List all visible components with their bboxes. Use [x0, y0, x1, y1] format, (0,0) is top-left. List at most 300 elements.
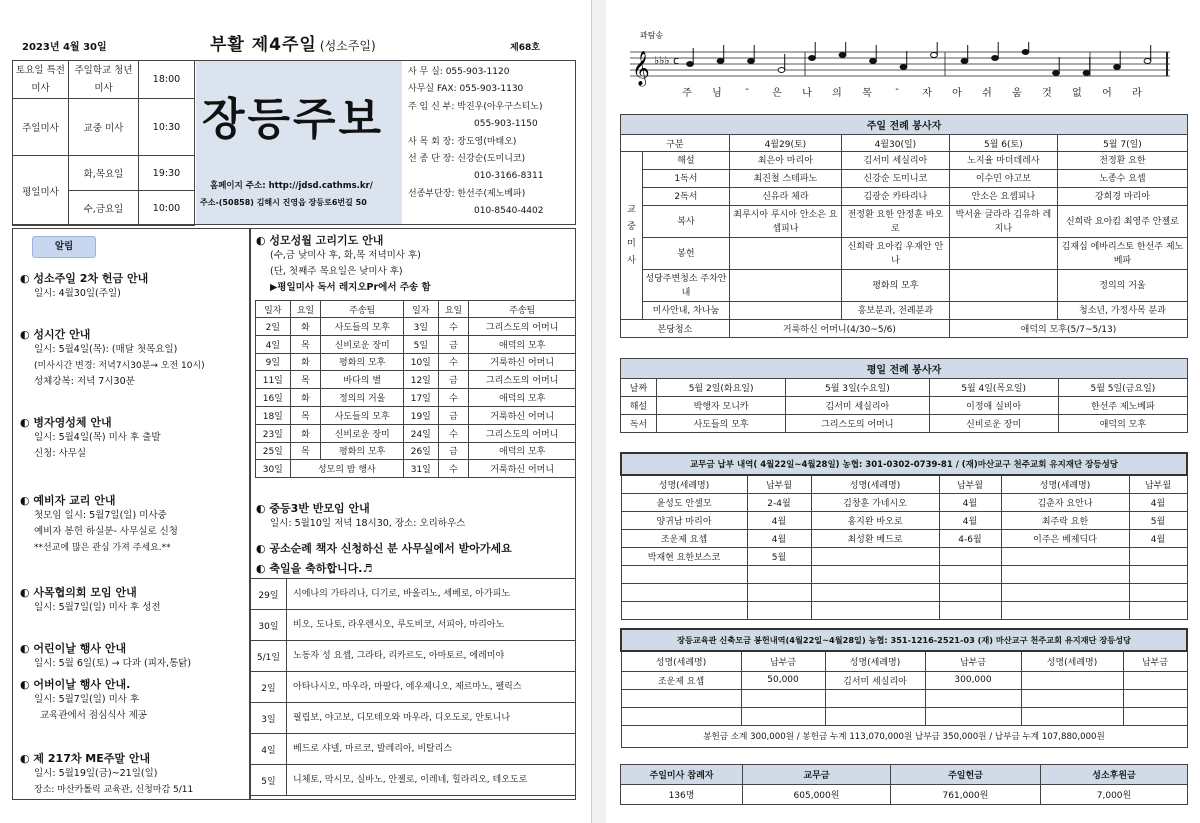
rosary-cell: 거룩하신 어머니	[469, 353, 576, 371]
lyric-syllable: 나	[802, 88, 812, 99]
sunday-cell: 정의의 거울	[1057, 270, 1187, 302]
sunday-cell: 신희락 요아킴 우재안 안나	[841, 238, 949, 270]
sunday-cell: 2독서	[643, 188, 730, 206]
notice-line: 일시: 5월7일(일) 미사 후 성전	[34, 602, 161, 613]
sched-label: 토요일 특전미사	[13, 61, 69, 99]
payment-row	[621, 547, 1187, 565]
weekday-row	[621, 397, 1188, 415]
weekday-cell: 애덕의 모후	[1058, 415, 1187, 433]
notice-block	[20, 326, 248, 390]
sunday-cell: 1독서	[643, 170, 730, 188]
rosary-header: 일자	[404, 301, 439, 318]
totals-header: 주일미사 참례자	[621, 765, 743, 785]
rosary-cell: 신비로운 장미	[321, 424, 404, 442]
rosary-cell: 정의의 거울	[321, 389, 404, 407]
rosary-cell: 5일	[404, 335, 439, 353]
rosary-cell: 31일	[404, 460, 439, 478]
notice-block	[20, 584, 248, 616]
feast-row	[251, 641, 576, 672]
payment-cell	[939, 601, 1001, 619]
lyric-syllable: 님	[712, 88, 722, 99]
sunday-row	[621, 238, 1188, 270]
sched-label: 평일미사	[13, 156, 69, 226]
rosary-cell: 사도들의 모후	[321, 406, 404, 424]
payment-cell	[811, 547, 939, 565]
payment-cell	[1129, 547, 1187, 565]
payment-cell: 조운제 요셉	[621, 529, 747, 547]
rosary-line: (수,금 낮미사 후, 화,목 저녁미사 후)	[270, 250, 421, 261]
totals-header: 교무금	[743, 765, 891, 785]
payment-cell	[1129, 601, 1187, 619]
sunday-cell: 노지율 마더데레사	[949, 152, 1057, 170]
right-page	[606, 0, 1200, 823]
sunday-cell: 신강순 도미니코	[841, 170, 949, 188]
left-page	[0, 0, 592, 823]
sunday-cell: 김재십 에바리스토 한선주 제노베파	[1057, 238, 1187, 270]
payment-cell	[621, 565, 747, 583]
sched-mass: 주일학교 청년미사	[69, 61, 139, 99]
rosary-cell: 25일	[256, 442, 291, 460]
sunday-cell: 평화의 모후	[841, 270, 949, 302]
building-cell: 김서미 세실리아	[825, 671, 925, 689]
rosary-cell: 10일	[404, 353, 439, 371]
contact-line: 주 임 신 부: 박진우(아우구스티노)	[408, 101, 543, 112]
rosary-cell: 목	[290, 335, 321, 353]
totals-value: 136명	[621, 785, 743, 805]
contact-line: 사무실 FAX: 055-903-1130	[408, 84, 524, 95]
building-header: 납부금	[741, 651, 825, 671]
note-head	[748, 59, 755, 64]
payment-cell: 김창훈 가네시오	[811, 493, 939, 511]
class3-line: 일시: 5월10일 저녁 18시30, 장소: 오리하우스	[270, 518, 466, 529]
payment-row	[621, 529, 1187, 547]
rosary-cell: 화	[290, 389, 321, 407]
rosary-header: 일자	[256, 301, 291, 318]
notice-line: 성체강복: 저녁 7시30분	[34, 376, 135, 387]
sunday-cell	[949, 270, 1057, 302]
rosary-cell: 19일	[404, 406, 439, 424]
building-header: 성명(세례명)	[825, 651, 925, 671]
feast-saints: 비오, 도나토, 라우렌시오, 루도비코, 서피아, 마리아노	[287, 610, 576, 641]
rosary-cell: 11일	[256, 371, 291, 389]
notice-line: 일시: 4월30일(주일)	[34, 288, 121, 299]
rosary-header: 요일	[290, 301, 321, 318]
building-summary: 봉헌금 소계 300,000원 / 봉헌금 누계 113,070,000원 납부금 350,000원 / 납부금 누계 107,880,000원	[621, 725, 1187, 747]
rosary-cell: 18일	[256, 406, 291, 424]
building-row	[621, 689, 1187, 707]
sched-mass: 화,목요일	[69, 156, 139, 191]
payment-cell: 4월	[1129, 493, 1187, 511]
building-cell: 300,000	[925, 671, 1021, 689]
notice-title: ◐ 어린이날 행사 안내	[20, 642, 127, 655]
church-address: 주소-(50858) 김해시 진영읍 장등로6번길 50	[200, 198, 367, 207]
treble-clef-icon: 𝄞	[632, 51, 650, 86]
rosary-cell: 금	[438, 406, 469, 424]
payment-cell	[1129, 565, 1187, 583]
rosary-cell: 수	[438, 318, 469, 336]
rosary-cell: 목	[290, 406, 321, 424]
feast-saints: 니체토, 막시모, 실바노, 안젤로, 이레네, 힐라리오, 테오도로	[287, 765, 576, 796]
payment-cell	[939, 583, 1001, 601]
rosary-cell: 화	[290, 318, 321, 336]
weekday-row	[621, 379, 1188, 397]
rosary-row	[256, 335, 576, 353]
payment-row	[621, 583, 1187, 601]
notice-title: ◐ 병자영성체 안내	[20, 416, 112, 429]
payment-cell: 이주은 베제딕다	[1001, 529, 1129, 547]
weekday-servers-table	[620, 358, 1188, 433]
rosary-cell: 평화의 모후	[321, 353, 404, 371]
building-cell: 50,000	[741, 671, 825, 689]
weekday-cell: 날짜	[621, 379, 657, 397]
sunday-row	[621, 270, 1188, 302]
feast-saints: 필립보, 야고보, 디모테오와 마우라, 디오도로, 안토니나	[287, 703, 576, 734]
rosary-cell: 신비로운 장미	[321, 335, 404, 353]
sched-mass: 교중 미사	[69, 99, 139, 156]
rosary-cell: 화	[290, 424, 321, 442]
notice-title: ◐ 예비자 교리 안내	[20, 494, 116, 507]
sunday-cell: 안소은 요셉피나	[949, 188, 1057, 206]
cleaning-team: 애덕의 모후(5/7~5/13)	[949, 320, 1187, 338]
rosary-header: 주송팀	[321, 301, 404, 318]
notice-title: ◐ 사목협의회 모임 안내	[20, 586, 137, 599]
payment-cell	[621, 583, 747, 601]
payment-row	[621, 511, 1187, 529]
notice-title: ◐ 제 217차 ME주말 안내	[20, 752, 151, 765]
rosary-row	[256, 389, 576, 407]
lyric-syllable: 쉬	[982, 88, 992, 99]
weekday-cell: 5월 5일(금요일)	[1058, 379, 1187, 397]
note-head	[717, 59, 724, 64]
feast-row	[251, 610, 576, 641]
sunday-cell: 흥보분과, 전례분과	[841, 302, 949, 320]
cleaning-team: 거룩하신 어머니(4/30~5/6)	[729, 320, 949, 338]
sunday-cell: 최진철 스테파노	[729, 170, 841, 188]
sunday-cell	[729, 270, 841, 302]
rosary-cell: 바다의 별	[321, 371, 404, 389]
rosary-cell: 수	[438, 460, 469, 478]
rosary-cell: 거룩하신 어머니	[469, 406, 576, 424]
payment-cell: 윤성도 안셀모	[621, 493, 747, 511]
sched-time: 10:30	[139, 99, 195, 156]
note-head	[1053, 71, 1060, 76]
payment-cell: 4월	[1129, 529, 1187, 547]
notice-title: ◐ 어버이날 행사 안내.	[20, 678, 131, 691]
note-head	[1144, 59, 1151, 64]
class3-title: ◐ 중등3반 반모임 안내	[256, 502, 370, 515]
payment-cell: 5월	[1129, 511, 1187, 529]
lyric-syllable: -	[745, 84, 749, 95]
payment-cell: 양귀남 마리아	[621, 511, 747, 529]
sunday-side-label: 교중미사	[621, 152, 643, 320]
pilgrim-notice: ◐ 공소순례 책자 신청하신 분 사무실에서 받아가세요	[256, 542, 512, 555]
rosary-cell: 금	[438, 442, 469, 460]
notice-line: 일시: 5월7일(일) 미사 후	[34, 694, 140, 705]
notice-line: **선교에 많은 관심 가져 주세요.**	[34, 543, 171, 553]
building-header: 성명(세례명)	[621, 651, 741, 671]
sunday-row	[621, 188, 1188, 206]
lyric-syllable: 목	[862, 88, 872, 99]
rosary-cell: 23일	[256, 424, 291, 442]
totals-value: 7,000원	[1041, 785, 1188, 805]
note-head	[1083, 71, 1090, 76]
lyric-syllable: 자	[922, 88, 932, 99]
building-fund-table	[620, 628, 1188, 748]
weekday-cell: 사도들의 모후	[657, 415, 786, 433]
feast-table	[250, 578, 576, 796]
building-cell	[1123, 671, 1187, 689]
contact-line: 선 종 단 장: 신강순(도미니코)	[408, 154, 526, 165]
sunday-cell	[949, 238, 1057, 270]
notice-line: 신청: 사무실	[34, 448, 87, 459]
rosary-cell: 30일	[256, 460, 291, 478]
note-head	[992, 56, 999, 61]
feast-date: 5일	[251, 765, 287, 796]
building-cell	[621, 707, 741, 725]
payment-cell	[939, 565, 1001, 583]
rosary-row	[256, 460, 576, 478]
weekday-cell: 5월 2일(화요일)	[657, 379, 786, 397]
feast-date: 4일	[251, 734, 287, 765]
payment-cell	[811, 583, 939, 601]
rosary-cell: 26일	[404, 442, 439, 460]
payment-cell: 김춘자 요안나	[1001, 493, 1129, 511]
sunday-cell: 전정환 요한	[1057, 152, 1187, 170]
feast-date: 29일	[251, 579, 287, 610]
note-head	[1114, 65, 1121, 70]
payment-cell	[1001, 547, 1129, 565]
payment-cell	[747, 565, 811, 583]
sunday-header: 4월30(일)	[841, 135, 949, 152]
rosary-cell: 그리스도의 어머니	[469, 318, 576, 336]
payment-header: 성명(세례명)	[811, 475, 939, 493]
note-head	[931, 53, 938, 58]
sunday-title: 주일 전례 봉사자	[621, 115, 1188, 135]
sunday-header: 5월 6(토)	[949, 135, 1057, 152]
note-head	[839, 53, 846, 58]
payment-cell: 4월	[939, 511, 1001, 529]
lyric-syllable: 은	[772, 88, 782, 99]
contact-line: 010-3166-8311	[474, 171, 544, 182]
rosary-cell: 그리스도의 어머니	[469, 371, 576, 389]
issue-date: 2023년 4월 30일	[22, 42, 107, 53]
building-cell	[741, 707, 825, 725]
payment-cell	[747, 601, 811, 619]
homepage-link[interactable]: 홈페이지 주소: http://jdsd.cathms.kr/	[210, 181, 373, 191]
note-head	[809, 56, 816, 61]
payment-cell: 2-4월	[747, 493, 811, 511]
totals-header: 주일헌금	[891, 765, 1041, 785]
rosary-cell: 수	[438, 424, 469, 442]
totals-header: 성소후원금	[1041, 765, 1188, 785]
sunday-cell	[729, 302, 841, 320]
payment-cell	[939, 547, 1001, 565]
payment-row	[621, 493, 1187, 511]
weekday-row	[621, 415, 1188, 433]
lyric-syllable: 아	[952, 88, 962, 99]
payment-cell: 4-6월	[939, 529, 1001, 547]
rosary-cell: 9일	[256, 353, 291, 371]
building-row	[621, 707, 1187, 725]
payment-cell	[621, 601, 747, 619]
feast-saints: 베드로 샤넬, 마르코, 발레리아, 비탈리스	[287, 734, 576, 765]
totals-table	[620, 764, 1188, 805]
building-header: 납부금	[925, 651, 1021, 671]
contact-list	[408, 64, 543, 221]
notice-block	[20, 750, 248, 798]
building-header: 성명(세례명)	[1021, 651, 1123, 671]
lyric-syllable: 것	[1042, 88, 1052, 99]
sched-time: 18:00	[139, 61, 195, 99]
weekday-cell: 한선주 제노베파	[1058, 397, 1187, 415]
rosary-cell: 수	[438, 353, 469, 371]
hymn-lyrics	[672, 84, 1172, 99]
sunday-row	[621, 170, 1188, 188]
note-head	[900, 65, 907, 70]
rosary-row	[256, 353, 576, 371]
payment-header: 성명(세례명)	[621, 475, 747, 493]
payment-row	[621, 565, 1187, 583]
building-cell	[1021, 707, 1123, 725]
note-head	[961, 59, 968, 64]
sunday-row	[621, 206, 1188, 238]
feast-row	[251, 703, 576, 734]
sunday-cell	[729, 238, 841, 270]
feast-row	[251, 672, 576, 703]
rosary-row	[256, 371, 576, 389]
payment-cell: 4월	[747, 511, 811, 529]
sunday-cell: 김광순 카타리나	[841, 188, 949, 206]
sched-label: 주일미사	[13, 99, 69, 156]
rosary-cell: 17일	[404, 389, 439, 407]
feast-date: 3일	[251, 703, 287, 734]
payment-cell	[747, 583, 811, 601]
totals-value: 761,000원	[891, 785, 1041, 805]
notice-line: 일시: 5월4일(목) 미사 후 출발	[34, 432, 161, 443]
title-text: 부활 제4주일	[210, 35, 317, 55]
lyric-syllable: 라	[1132, 88, 1142, 99]
page-title	[210, 30, 376, 55]
rosary-title: ◐ 성모성월 고리기도 안내	[256, 234, 384, 247]
weekday-title: 평일 전례 봉사자	[621, 359, 1188, 379]
building-cell	[741, 689, 825, 707]
sched-time: 10:00	[139, 191, 195, 226]
payment-cell: 4월	[939, 493, 1001, 511]
notice-line: 일시: 5월19일(금)~21일(일)	[34, 768, 158, 779]
building-cell	[925, 707, 1021, 725]
contact-line: 055-903-1150	[474, 119, 538, 130]
rosary-header: 주송팀	[469, 301, 576, 318]
sunday-cell: 신유라 체라	[729, 188, 841, 206]
sched-mass: 수,금요일	[69, 191, 139, 226]
building-cell	[621, 689, 741, 707]
issue-number: 제68호	[510, 43, 540, 53]
notices-label: 알림	[32, 236, 96, 258]
rosary-cell: 금	[438, 371, 469, 389]
rosary-cell: 금	[438, 335, 469, 353]
building-cell	[1021, 689, 1123, 707]
sunday-servers-table	[620, 114, 1188, 338]
feast-row	[251, 765, 576, 796]
payment-cell	[811, 601, 939, 619]
building-cell	[1123, 707, 1187, 725]
class3-notice	[256, 500, 574, 532]
payment-cell: 5월	[747, 547, 811, 565]
sunday-header: 구분	[621, 135, 730, 152]
sunday-header: 4월29(토)	[729, 135, 841, 152]
logo-panel	[196, 61, 402, 224]
building-cell	[825, 707, 925, 725]
payment-cell: 홍지완 바오로	[811, 511, 939, 529]
notice-line: 예비자 봉헌 하실분- 사무실로 신청	[34, 526, 178, 537]
building-cell: 조운제 요셉	[621, 671, 741, 689]
sunday-cell: 김서미 세실리아	[841, 152, 949, 170]
rosary-notice	[256, 232, 574, 296]
notice-line: 장소: 마산카톨릭 교육관, 신청마감 5/11	[34, 785, 194, 795]
key-signature-icon: ♭♭♭ c	[654, 54, 680, 67]
rosary-cell: 3일	[404, 318, 439, 336]
sunday-cell: 최루시아 루시아 안소은 요셉피나	[729, 206, 841, 238]
sunday-cell: 청소년, 가정사목 분과	[1057, 302, 1187, 320]
payment-cell	[1129, 583, 1187, 601]
rosary-cell: 사도들의 모후	[321, 318, 404, 336]
sunday-cell: 해설	[643, 152, 730, 170]
sunday-cell: 전정환 요한 안정훈 바오로	[841, 206, 949, 238]
sunday-cell: 복사	[643, 206, 730, 238]
payment-cell	[1001, 565, 1129, 583]
rosary-table	[255, 300, 576, 478]
contact-line: 사 목 회 장: 장도영(마태오)	[408, 136, 517, 147]
note-head	[870, 59, 877, 64]
feast-title: ◐ 축일을 축하합니다.♬	[256, 562, 373, 575]
logo-text: 장등주보	[202, 94, 385, 145]
building-title: 장등교육관 신축모금 봉헌내역(4월22일~4월28일) 농협: 351-1216-2521-03 (재) 마산교구 천주교회 유지재단 장등성당	[621, 629, 1187, 651]
notice-title: ◐ 성시간 안내	[20, 328, 91, 341]
rosary-cell: 화	[290, 353, 321, 371]
sunday-cell: 최은아 마리아	[729, 152, 841, 170]
feast-row	[251, 734, 576, 765]
notice-line: (미사시간 변경: 저녁7시30분→ 오전 10시)	[34, 361, 205, 371]
sunday-row	[621, 152, 1188, 170]
notice-block	[20, 640, 248, 672]
feast-saints: 아타나시오, 마우라, 마팔다, 에우제니오, 제르마노, 펠릭스	[287, 672, 576, 703]
weekday-cell: 신비로운 장미	[929, 415, 1058, 433]
rosary-cell: 목	[290, 371, 321, 389]
lyric-syllable: 의	[832, 88, 842, 99]
rosary-row	[256, 442, 576, 460]
rosary-cell: 애덕의 모후	[469, 442, 576, 460]
notice-line: 교육관에서 점심식사 제공	[40, 710, 147, 721]
notice-line: 첫모임 일시: 5월7일(일) 미사중	[34, 510, 167, 521]
lyric-syllable: 없	[1072, 88, 1082, 99]
sunday-cell: 미사안내, 차나눔	[643, 302, 730, 320]
rosary-cell: 4일	[256, 335, 291, 353]
payment-cell: 박재현 요한보스코	[621, 547, 747, 565]
note-head	[1022, 50, 1029, 55]
lyric-syllable: 움	[1012, 88, 1022, 99]
lyric-syllable: 주	[682, 88, 692, 99]
sunday-cell: 강희경 마리아	[1057, 188, 1187, 206]
rosary-cell: 애덕의 모후	[469, 389, 576, 407]
notice-line: 일시: 5월 6일(토) → 다과 (피자,통닭)	[34, 658, 192, 669]
payment-cell	[1001, 601, 1129, 619]
sunday-row	[621, 302, 1188, 320]
sunday-cell: 신희락 요아킴 최영주 안젤로	[1057, 206, 1187, 238]
payment-cell: 최성환 베드로	[811, 529, 939, 547]
rosary-cell: 16일	[256, 389, 291, 407]
sched-time: 19:30	[139, 156, 195, 191]
weekday-cell: 김서미 세실리아	[786, 397, 929, 415]
